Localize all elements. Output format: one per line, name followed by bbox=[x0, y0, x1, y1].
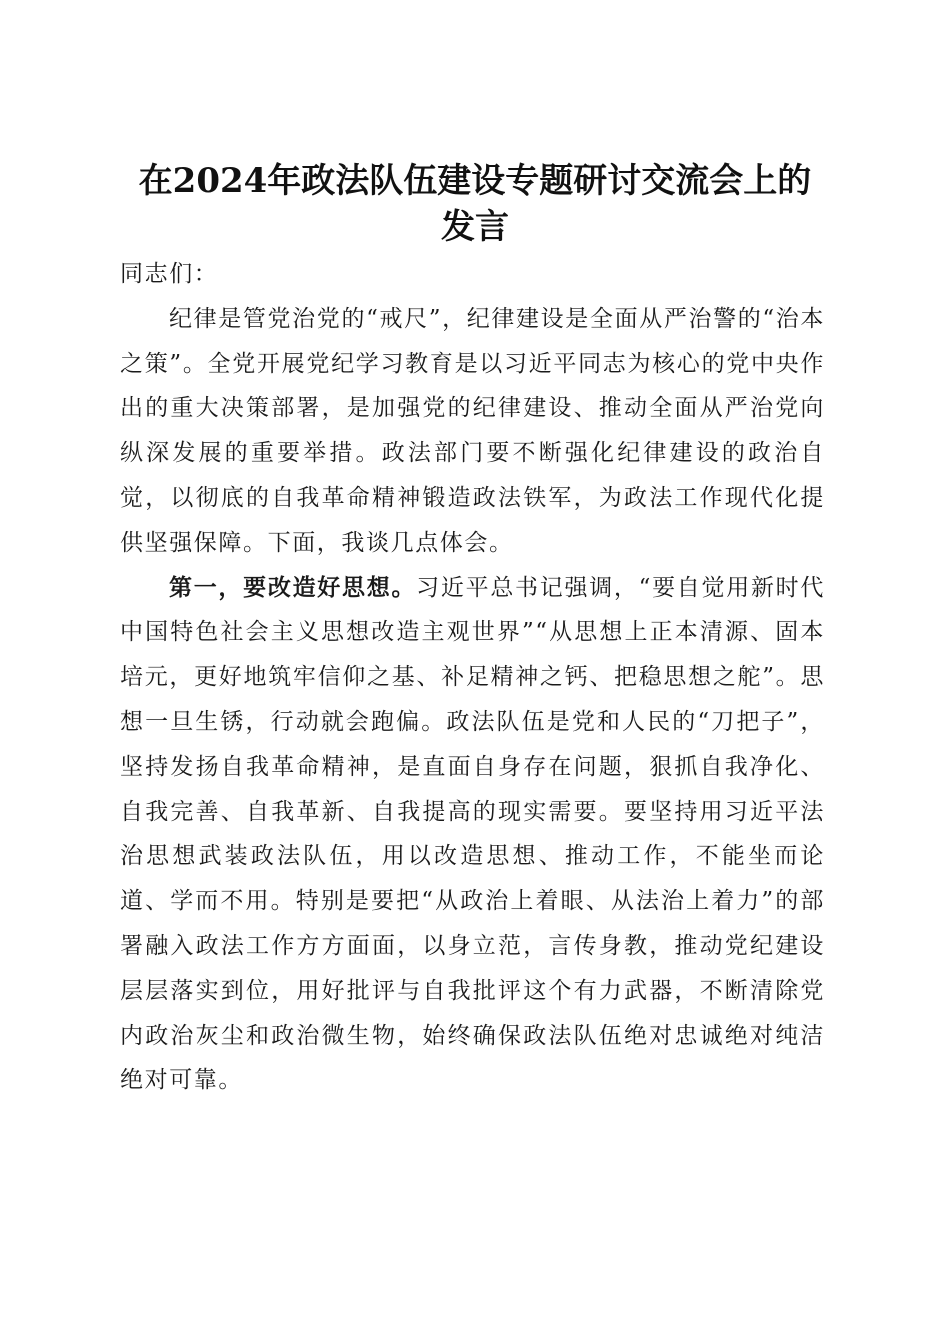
paragraph-2 bbox=[120, 566, 825, 1104]
salutation: 同志们： bbox=[120, 261, 219, 287]
document-title bbox=[0, 158, 950, 250]
paragraph-2-body: 习近平总书记强调，“要自觉用新时代中国特色社会主义思想改造主观世界”“从思想上正本清源、固本培元，更好地筑牢信仰之基、补足精神之钙、把稳思想之舵”。思想一旦生锈，行动就会跑偏。政法队伍是党和人民的“刀把子”，坚持发扬自我革命精神，是直面自身存在问题，狠抓自我净化、自我完善、自我革新、自我提高的现实需要。要坚持用习近平法治思想武装政法队伍，用以改造思想、推动工作，不能坐而论道、学而不用。特别是要把“从政治上着眼、从法治上着力”的部署融入政法工作方方面面，以身立范，言传身教，推动党纪建设层层落实到位，用好批评与自我批评这个有力武器，不断清除党内政治灰尘和政治微生物，始终确保政法队伍绝对忠诚绝对纯洁绝对可靠。 bbox=[120, 574, 825, 1094]
paragraph-2-lead: 第一，要改造好思想。 bbox=[169, 573, 417, 601]
document-body bbox=[120, 252, 825, 1103]
title-line-1: 在2024年政法队伍建设专题研讨交流会上的 bbox=[138, 160, 812, 201]
paragraph-1: 纪律是管党治党的“戒尺”，纪律建设是全面从严治警的“治本之策”。全党开展党纪学习教育是以习近平同志为核心的党中央作出的重大决策部署，是加强党的纪律建设、推动全面从严治党向纵深发展的重要举措。政法部门要不断强化纪律建设的政治自觉，以彻底的自我革命精神锻造政法铁军，为政法工作现代化提供坚强保障。下面，我谈几点体会。 bbox=[120, 305, 825, 556]
title-line-2: 发言 bbox=[441, 206, 509, 247]
